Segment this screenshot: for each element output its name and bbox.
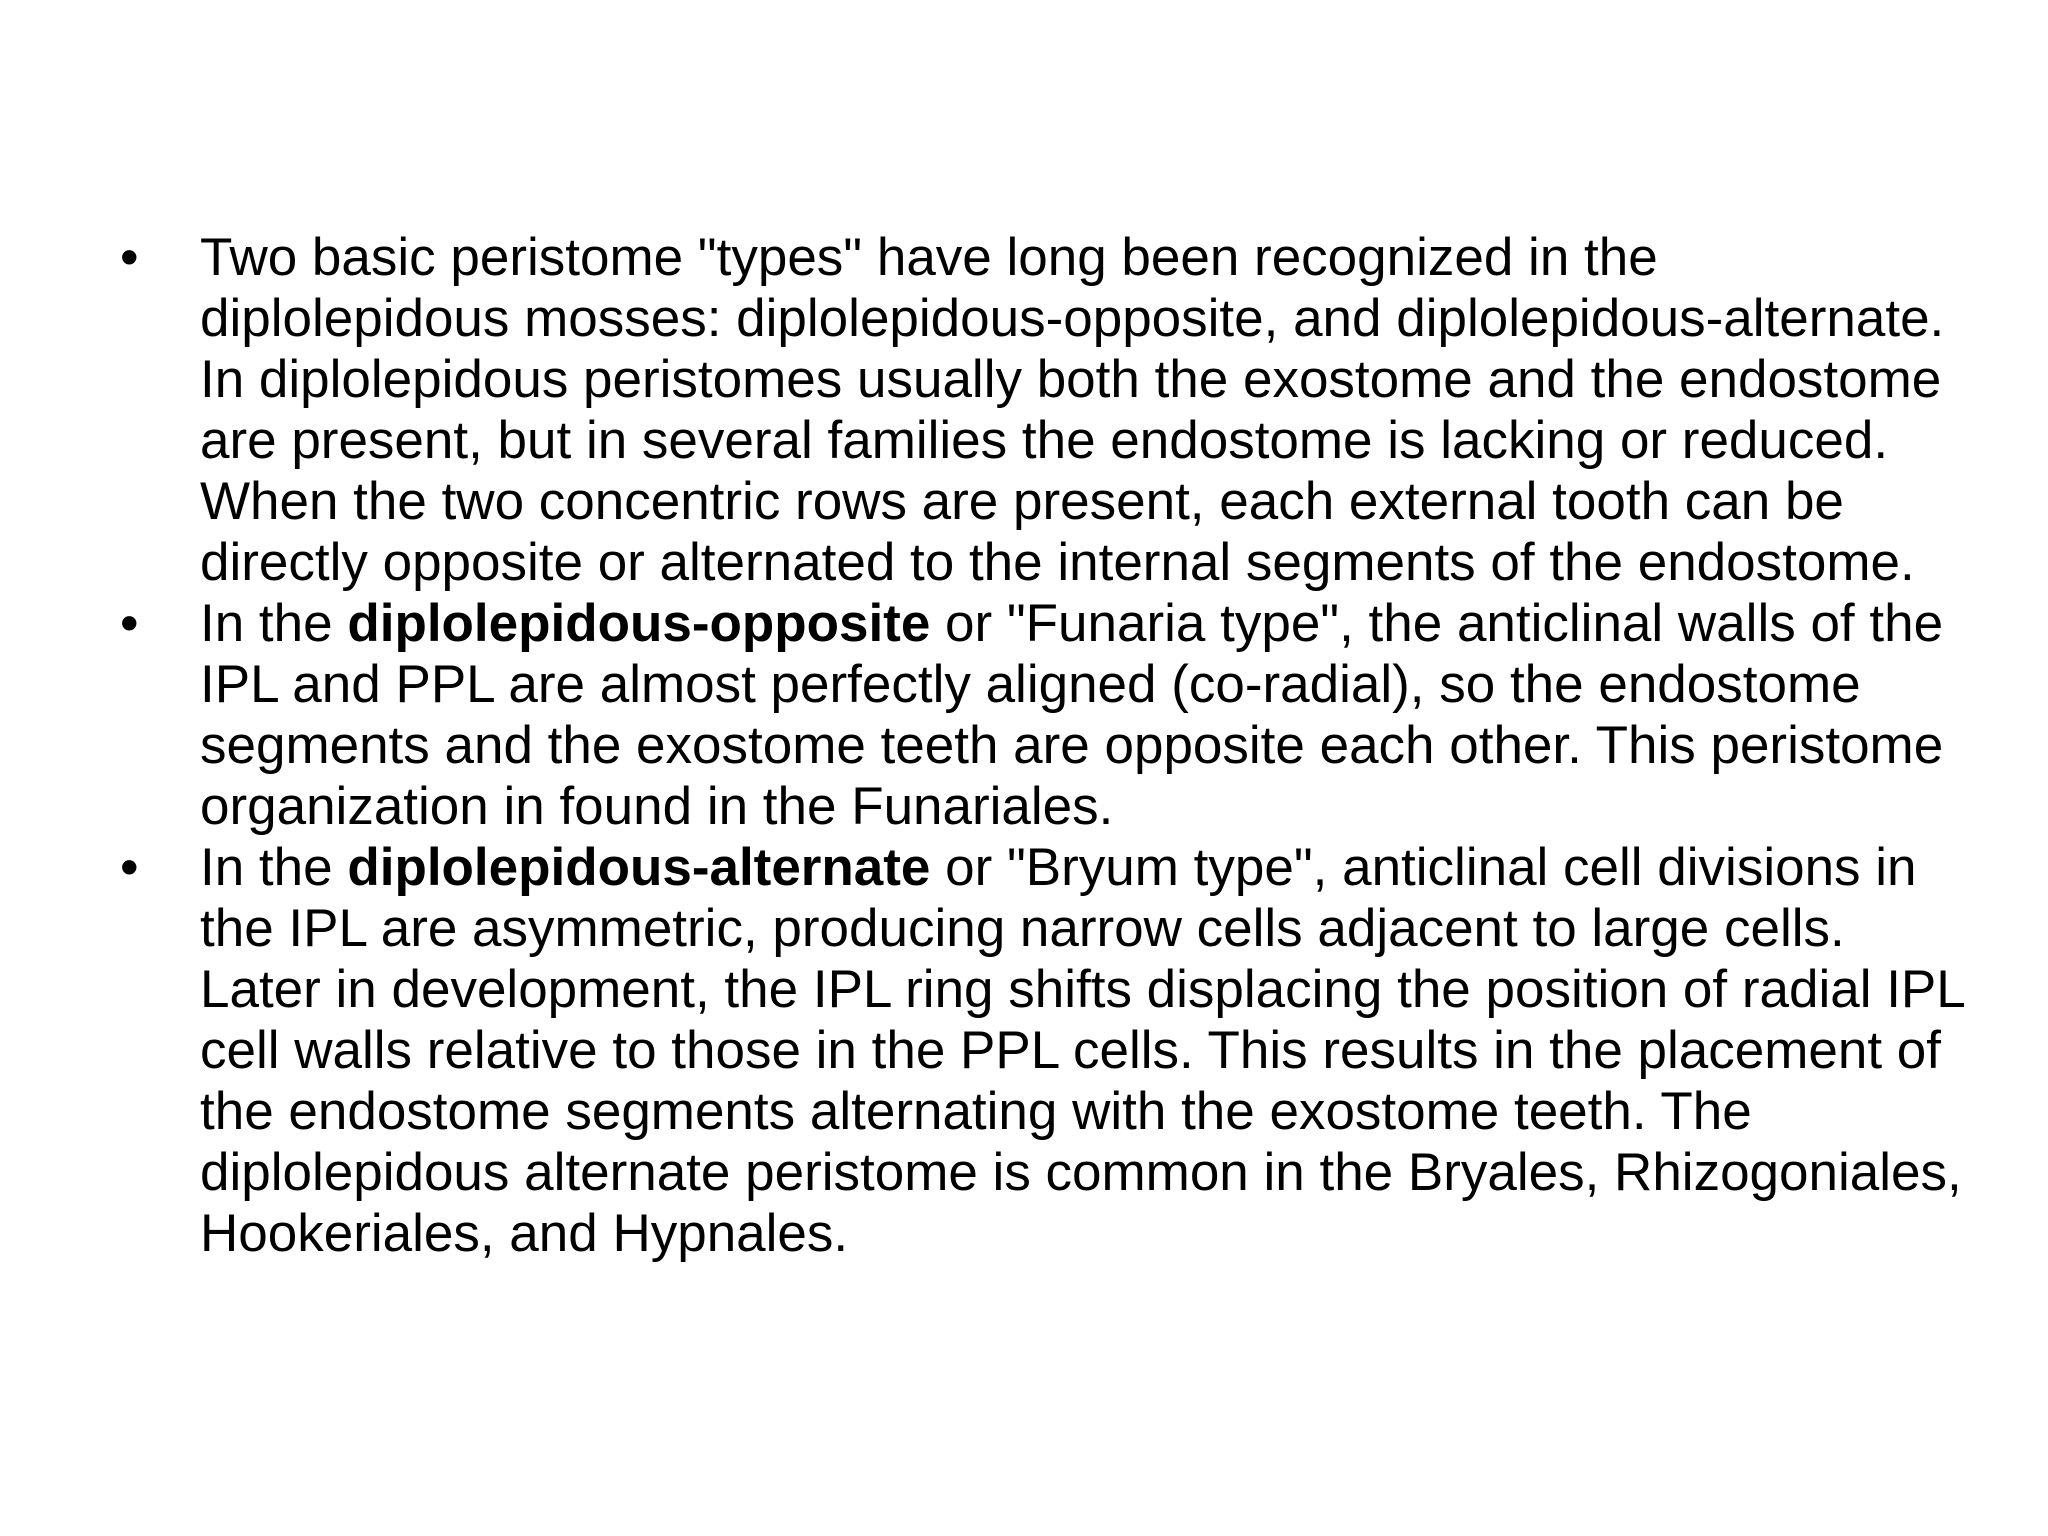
bullet-icon: • <box>120 594 139 653</box>
bullet-text-prefix: In the <box>200 838 348 897</box>
bullet-item-peristome-types <box>118 227 1968 593</box>
bullet-item-diplolepidous-alternate <box>118 837 1968 1264</box>
bullet-text-rest: or "Funaria type", the anticlinal walls of the IPL and PPL are almost perfectly aligned (co-radial), so the endostome segments and the exostome teeth are opposite each other. This peristome organization in found in the Funariales. <box>200 594 1944 836</box>
bullet-term-bold: diplolepidous-opposite <box>347 594 931 653</box>
bullet-list <box>118 227 1968 1264</box>
bullet-icon: • <box>120 228 139 287</box>
bullet-text: Two basic peristome "types" have long been recognized in the diplolepidous mosses: diplolepidous-opposite, and diplolepidous-alternate. In diplolepidous peristomes usually both the exostome and the endostome are present, but in several families the endostome is lacking or reduced. When the two concentric rows are present, each external tooth can be directly opposite or alternated to the internal segments of the endostome. <box>200 228 1945 592</box>
bullet-term-bold: diplolepidous-alternate <box>347 838 931 897</box>
bullet-text-prefix: In the <box>200 594 348 653</box>
bullet-icon: • <box>120 838 139 897</box>
bullet-text-rest: or "Bryum type", anticlinal cell divisions in the IPL are asymmetric, producing narrow cells adjacent to large cells. Later in development, the IPL ring shifts displacing the position of radial IPL cell walls relative to those in the PPL cells. This results in the placement of the endostome segments alternating with the exostome teeth. The diplolepidous alternate peristome is common in the Bryales, Rhizogoniales, Hookeriales, and Hypnales. <box>200 838 1964 1263</box>
bullet-item-diplolepidous-opposite <box>118 593 1968 837</box>
